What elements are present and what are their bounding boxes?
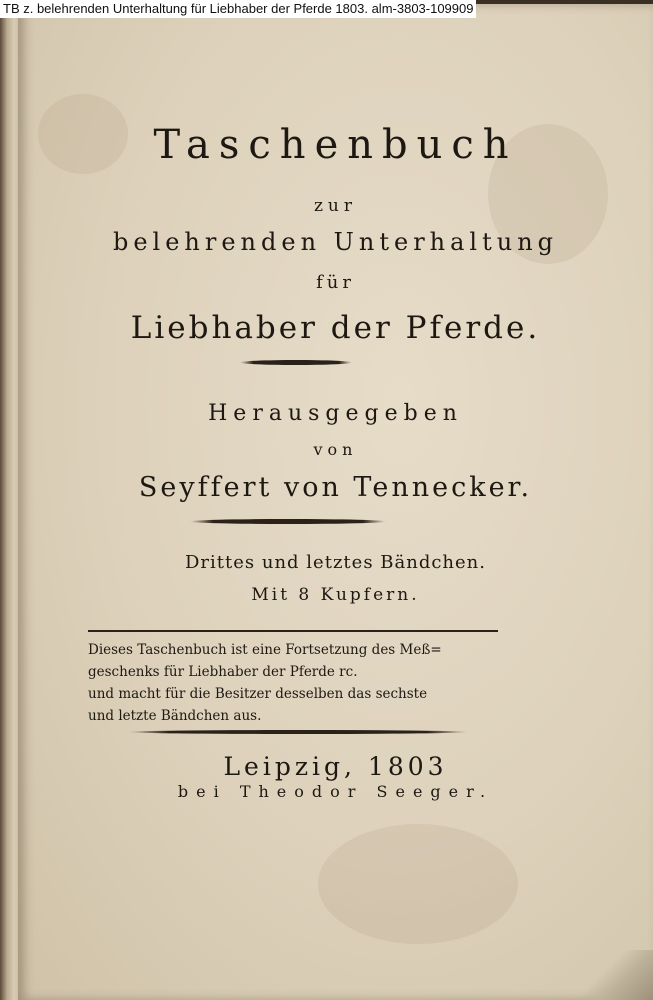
title-fur: für: [316, 272, 355, 293]
editor-von: von: [313, 440, 358, 459]
note-line: geschenks für Liebhaber der Pferde rc.: [88, 664, 358, 680]
paper-stain: [318, 824, 518, 944]
book-subtitle: belehrenden Unterhaltung: [112, 228, 559, 256]
note-line: und letzte Bändchen aus.: [88, 708, 262, 724]
editor-label: Herausgegeben: [208, 401, 463, 426]
volume-statement: Drittes und letztes Bändchen.: [185, 552, 486, 573]
plates-statement: Mit 8 Kupfern.: [251, 585, 420, 605]
image-caption: TB z. belehrenden Unterhaltung für Liebhaber der Pferde 1803. alm-3803-109909: [0, 0, 476, 18]
title-zur: zur: [313, 196, 358, 216]
ornamental-rule: [240, 360, 352, 365]
ornamental-rule: [128, 730, 468, 734]
book-title: Taschenbuch: [153, 122, 518, 168]
book-audience: Liebhaber der Pferde.: [130, 310, 541, 346]
note-line: Dieses Taschenbuch ist eine Fortsetzung des Meß=: [88, 642, 442, 658]
ornamental-rule: [190, 519, 386, 524]
divider-rule: [88, 630, 498, 632]
author-name: Seyffert von Tennecker.: [138, 472, 533, 503]
imprint-publisher: bei Theodor Seeger.: [177, 782, 494, 801]
publisher-note: [88, 639, 508, 727]
book-binding: [0, 0, 20, 1000]
imprint-place-year: Leipzig, 1803: [223, 752, 448, 781]
note-line: und macht für die Besitzer desselben das sechste: [88, 686, 428, 702]
title-page: [18, 4, 653, 1000]
page-corner-curl: [573, 950, 653, 1000]
